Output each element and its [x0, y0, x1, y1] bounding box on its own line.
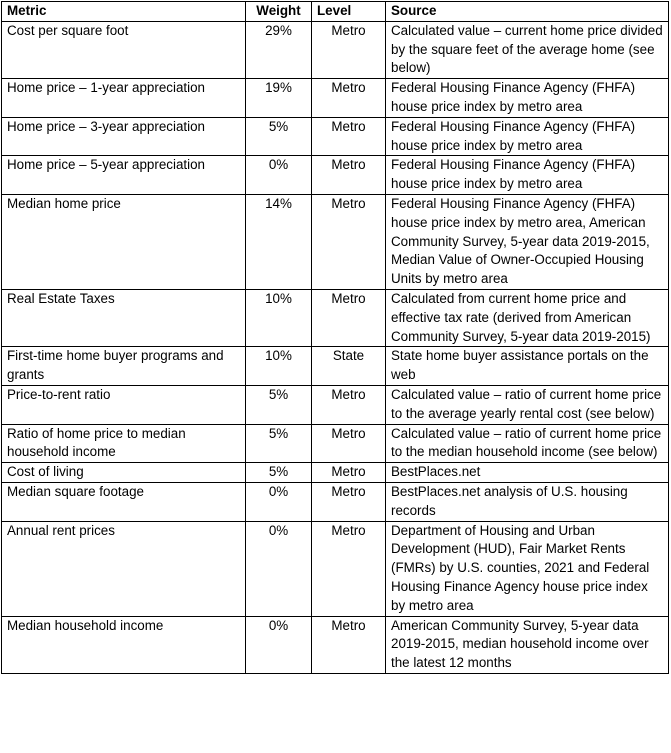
metric-cell: Median household income — [2, 616, 246, 673]
weight-cell: 0% — [246, 482, 312, 521]
table-row — [2, 347, 669, 386]
source-cell: BestPlaces.net — [386, 463, 669, 483]
source-cell: Calculated value – current home price divided by the square feet of the average home (see below) — [386, 21, 669, 78]
header-metric: Metric — [2, 2, 246, 22]
table-row — [2, 385, 669, 424]
level-cell: Metro — [312, 463, 386, 483]
table-row — [2, 521, 669, 616]
level-cell: Metro — [312, 616, 386, 673]
metric-cell: Median home price — [2, 194, 246, 289]
level-cell: Metro — [312, 482, 386, 521]
table-row — [2, 424, 669, 463]
table-row — [2, 482, 669, 521]
table-row — [2, 194, 669, 289]
weight-cell: 0% — [246, 156, 312, 195]
metric-cell: Ratio of home price to median household income — [2, 424, 246, 463]
metric-cell: Cost per square foot — [2, 21, 246, 78]
weight-cell: 0% — [246, 616, 312, 673]
level-cell: Metro — [312, 21, 386, 78]
table-row — [2, 79, 669, 118]
header-source: Source — [386, 2, 669, 22]
level-cell: Metro — [312, 289, 386, 346]
source-cell: BestPlaces.net analysis of U.S. housing records — [386, 482, 669, 521]
weight-cell: 19% — [246, 79, 312, 118]
weight-cell: 5% — [246, 117, 312, 156]
metric-cell: First-time home buyer programs and grants — [2, 347, 246, 386]
table-row — [2, 616, 669, 673]
metric-cell: Home price – 1-year appreciation — [2, 79, 246, 118]
header-row — [2, 2, 669, 22]
metric-cell: Home price – 3-year appreciation — [2, 117, 246, 156]
weight-cell: 5% — [246, 463, 312, 483]
level-cell: Metro — [312, 79, 386, 118]
source-cell: Calculated from current home price and effective tax rate (derived from American Community Survey, 5-year data 2019-2015) — [386, 289, 669, 346]
table-row — [2, 21, 669, 78]
header-level: Level — [312, 2, 386, 22]
source-cell: Department of Housing and Urban Development (HUD), Fair Market Rents (FMRs) by U.S. counties, 2021 and Federal Housing Finance Agency house price index by metro area — [386, 521, 669, 616]
source-cell: Federal Housing Finance Agency (FHFA) house price index by metro area — [386, 117, 669, 156]
source-cell: Calculated value – ratio of current home price to the median household income (see below) — [386, 424, 669, 463]
level-cell: Metro — [312, 194, 386, 289]
source-cell: Federal Housing Finance Agency (FHFA) house price index by metro area — [386, 79, 669, 118]
table-row — [2, 117, 669, 156]
level-cell: Metro — [312, 424, 386, 463]
weight-cell: 10% — [246, 289, 312, 346]
level-cell: Metro — [312, 156, 386, 195]
table-row — [2, 463, 669, 483]
level-cell: Metro — [312, 521, 386, 616]
weight-cell: 0% — [246, 521, 312, 616]
source-cell: Federal Housing Finance Agency (FHFA) house price index by metro area — [386, 156, 669, 195]
metric-cell: Price-to-rent ratio — [2, 385, 246, 424]
metric-cell: Annual rent prices — [2, 521, 246, 616]
metric-cell: Median square footage — [2, 482, 246, 521]
level-cell: Metro — [312, 117, 386, 156]
metric-cell: Home price – 5-year appreciation — [2, 156, 246, 195]
table-row — [2, 289, 669, 346]
metric-cell: Real Estate Taxes — [2, 289, 246, 346]
source-cell: Calculated value – ratio of current home price to the average yearly rental cost (see below) — [386, 385, 669, 424]
header-weight: Weight — [246, 2, 312, 22]
weight-cell: 29% — [246, 21, 312, 78]
weight-cell: 5% — [246, 424, 312, 463]
weight-cell: 14% — [246, 194, 312, 289]
source-cell: State home buyer assistance portals on the web — [386, 347, 669, 386]
weight-cell: 5% — [246, 385, 312, 424]
weight-cell: 10% — [246, 347, 312, 386]
metric-cell: Cost of living — [2, 463, 246, 483]
level-cell: State — [312, 347, 386, 386]
source-cell: American Community Survey, 5-year data 2019-2015, median household income over the latest 12 months — [386, 616, 669, 673]
level-cell: Metro — [312, 385, 386, 424]
table-row — [2, 156, 669, 195]
source-cell: Federal Housing Finance Agency (FHFA) house price index by metro area, American Community Survey, 5-year data 2019-2015, Median Value of Owner-Occupied Housing Units by metro area — [386, 194, 669, 289]
metrics-table — [1, 1, 669, 674]
